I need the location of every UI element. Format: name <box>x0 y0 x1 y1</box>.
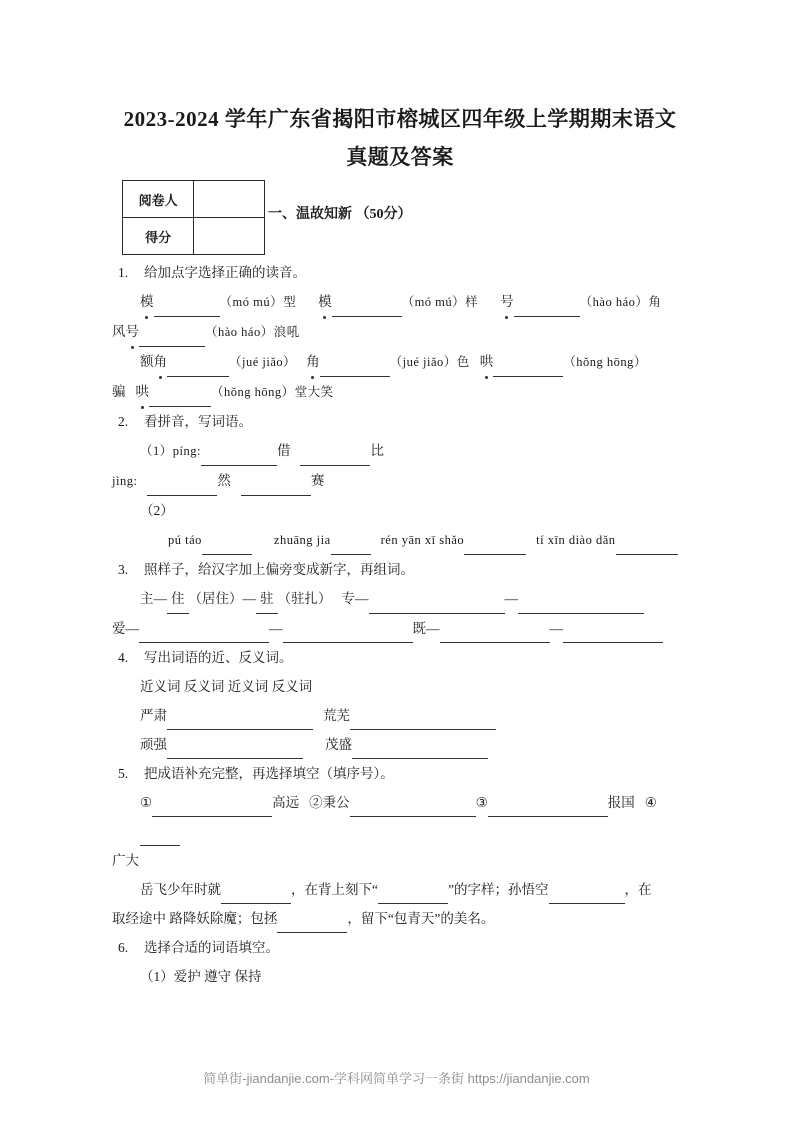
answer-blank[interactable] <box>549 889 625 904</box>
question-3-line-2 <box>0 614 793 643</box>
example-word-juzhu: （居住）— <box>188 591 256 606</box>
dotted-char-jiao-2: 角 <box>306 347 320 376</box>
dotted-char-hong-2: 哄 <box>136 377 150 406</box>
question-6 <box>0 933 793 991</box>
question-4-text: 写出词语的近、反义词。 <box>144 650 293 665</box>
question-2 <box>0 407 793 555</box>
dotted-char-hao-1: 号 <box>500 287 514 316</box>
question-1-prompt <box>0 258 793 287</box>
question-4 <box>0 643 793 759</box>
idiom-marker-4: ④ <box>644 795 657 810</box>
word-suffix-bi: 比 <box>370 443 384 458</box>
section-heading: 一、温故知新 （50分） <box>268 207 412 222</box>
question-1-text: 给加点字选择正确的读音。 <box>144 265 306 280</box>
dotted-char-mo-1: 模 <box>140 287 154 316</box>
answer-blank[interactable] <box>283 628 413 643</box>
pinyin-choice-6: （jué jiǎo）色 <box>389 355 470 369</box>
question-3 <box>0 555 793 643</box>
question-1 <box>0 258 793 407</box>
pinyin-tixindiaodan: tí xīn diào dǎn <box>536 533 616 547</box>
question-5 <box>0 759 793 933</box>
question-5-prompt <box>0 759 793 788</box>
answer-blank[interactable] <box>167 362 229 377</box>
answer-blank[interactable] <box>167 715 313 730</box>
answer-blank[interactable] <box>518 599 644 614</box>
table-row <box>123 181 265 218</box>
answer-blank[interactable] <box>149 392 211 407</box>
question-5-fill-line-1 <box>0 875 793 904</box>
question-6-text: 选择合适的词语填空。 <box>144 940 279 955</box>
question-6-prompt <box>0 933 793 962</box>
question-3-text: 照样子，给汉字加上偏旁变成新字，再组词。 <box>144 562 414 577</box>
answer-blank[interactable] <box>139 332 205 347</box>
answer-blank[interactable] <box>300 451 370 466</box>
question-2-line-4 <box>0 525 793 555</box>
answer-blank[interactable] <box>154 302 220 317</box>
answer-blank[interactable] <box>378 889 448 904</box>
question-5-idioms <box>0 788 793 846</box>
score-table <box>122 180 265 255</box>
pinyin-choice-1: （mó mú）型 <box>219 295 297 309</box>
question-3-number: 3. <box>118 562 129 577</box>
question-1-line-4: 骗 哄 （hǒng hōng）堂大笑 <box>0 377 793 407</box>
pinyin-zhuangjia: zhuāng jia <box>273 533 331 547</box>
answer-blank[interactable] <box>440 628 550 643</box>
idiom-tail-4: 广大 <box>112 853 139 868</box>
question-4-headers <box>0 672 793 701</box>
question-2-number: 2. <box>118 414 129 429</box>
pinyin-choice-4: （hào háo）浪吼 <box>205 325 300 339</box>
answer-blank[interactable] <box>331 540 371 555</box>
dotted-char-mo-2: 模 <box>318 287 332 316</box>
synonym-antonym-headers: 近义词 反义词 近义词 反义词 <box>140 679 313 694</box>
question-4-line-1 <box>0 701 793 730</box>
answer-blank[interactable] <box>140 831 180 846</box>
pinyin-choice-3: （hào háo）角 <box>579 295 662 309</box>
question-2-line-2 <box>0 466 793 496</box>
question-2-text: 看拼音，写词语。 <box>144 414 252 429</box>
score-value[interactable] <box>194 218 265 255</box>
dotted-char-jiao-1: 角 <box>154 347 168 376</box>
answer-blank[interactable] <box>352 744 488 759</box>
example-char-zhu: 住 <box>167 584 189 614</box>
question-5-idiom-4-tail <box>0 846 793 875</box>
answer-blank[interactable] <box>202 540 252 555</box>
pinyin-choice-8: （hǒng hōng）堂大笑 <box>211 385 334 399</box>
answer-blank[interactable] <box>221 889 291 904</box>
question-6-number: 6. <box>118 940 129 955</box>
question-3-line-1 <box>0 584 793 614</box>
question-2-line-1 <box>0 436 793 466</box>
question-1-line-1 <box>0 287 793 317</box>
word-yansu: 严肃 <box>140 708 167 723</box>
question-3-prompt <box>0 555 793 584</box>
word-suffix-ran: 然 <box>217 473 231 488</box>
item-ji: 既— <box>412 621 440 636</box>
idiom-tail-3: 报国 <box>607 795 635 810</box>
pinyin-label-jing: jìng: <box>112 474 138 488</box>
pinyin-label-ping: （1）píng: <box>140 444 201 458</box>
idiom-tail-1: 高远 <box>272 795 300 810</box>
question-6-sub-1 <box>0 962 793 991</box>
dotted-char-hong-1: 哄 <box>480 347 494 376</box>
question-4-line-2 <box>0 730 793 759</box>
answer-blank[interactable] <box>616 540 678 555</box>
answer-blank[interactable] <box>152 802 272 817</box>
answer-blank[interactable] <box>167 744 303 759</box>
fill-text-b: ，在背上刻下“ <box>291 882 378 897</box>
title-line-2: 真题及答案 <box>346 145 454 169</box>
fill-text-c: ”的字样；孙悟空 <box>448 882 549 897</box>
grader-value[interactable] <box>194 181 265 218</box>
answer-blank[interactable] <box>320 362 390 377</box>
grader-label: 阅卷人 <box>123 181 194 218</box>
question-5-text: 把成语补充完整，再选择填空（填序号）。 <box>144 766 394 781</box>
score-label: 得分 <box>123 218 194 255</box>
answer-blank[interactable] <box>464 540 526 555</box>
word-suffix-jie: 借 <box>276 443 291 458</box>
answer-blank[interactable] <box>332 302 402 317</box>
answer-blank[interactable] <box>241 481 311 496</box>
word-wanqiang: 顽强 <box>140 737 167 752</box>
question-4-prompt <box>0 643 793 672</box>
question-2-line-3 <box>0 496 793 525</box>
page-title <box>100 100 700 176</box>
word-choices: （1）爱护 遵守 保持 <box>140 969 262 984</box>
question-2-prompt <box>0 407 793 436</box>
footer-watermark: 简单街-jiandanjie.com-学科网简单学习一条街 https://jiandanjie.com <box>203 1071 590 1086</box>
item-ai: 爱— <box>112 621 139 636</box>
answer-blank[interactable] <box>201 451 277 466</box>
fill-text-f: ，留下“包青天”的美名。 <box>347 911 495 926</box>
answer-blank[interactable] <box>147 481 217 496</box>
dash-1: — <box>504 591 518 606</box>
example-prefix: 主— <box>140 591 167 606</box>
pinyin-choice-7: （hǒng hōng） <box>563 355 647 369</box>
idiom-marker-1: ① <box>140 795 153 810</box>
answer-blank[interactable] <box>277 918 347 933</box>
pinyin-renyanxishao: rén yān xī shǎo <box>380 533 465 547</box>
answer-blank[interactable] <box>514 302 580 317</box>
idiom-marker-3: ③ <box>475 795 488 810</box>
idiom-marker-2: ②秉公 <box>309 795 350 810</box>
word-maosheng: 茂盛 <box>325 737 352 752</box>
pinyin-choice-2: （mó mú）样 <box>401 295 479 309</box>
dash-3: — <box>549 621 563 636</box>
pinyin-putao: pú táo <box>168 533 202 547</box>
question-1-line-3: 额角 （jué jiǎo） 角 （jué jiǎo）色 哄 （hǒng hōng） <box>0 347 793 377</box>
fill-text-e: 取经途中 路降妖除魔；包拯 <box>112 911 278 926</box>
word-suffix-sai: 赛 <box>310 473 325 488</box>
question-5-fill-line-2 <box>0 904 793 933</box>
answer-blank[interactable] <box>493 362 563 377</box>
word-huangwu: 荒芜 <box>323 708 350 723</box>
answer-blank[interactable] <box>350 715 496 730</box>
answer-blank[interactable] <box>350 802 476 817</box>
example-word-zhuzha: （驻扎） <box>277 591 332 606</box>
fill-text-a: 岳飞少年时就 <box>140 882 221 897</box>
subquestion-2-label: （2） <box>140 503 174 518</box>
question-4-number: 4. <box>118 650 129 665</box>
dotted-char-hao-2: 号 <box>126 317 140 346</box>
question-5-number: 5. <box>118 766 129 781</box>
fill-text-d: ，在 <box>624 882 652 897</box>
question-1-number: 1. <box>118 265 129 280</box>
answer-blank[interactable] <box>139 628 269 643</box>
dash-2: — <box>269 621 283 636</box>
title-line-1: 2023-2024 学年广东省揭阳市榕城区四年级上学期期末语文 <box>123 107 677 131</box>
question-1-line-2: 风号 （hào háo）浪吼 <box>0 317 793 347</box>
pinyin-choice-5: （jué jiǎo） <box>229 355 297 369</box>
table-row <box>123 218 265 255</box>
item-zhuan: 专— <box>341 591 369 606</box>
answer-blank[interactable] <box>563 628 663 643</box>
answer-blank[interactable] <box>488 802 608 817</box>
answer-blank[interactable] <box>369 599 505 614</box>
example-char-zhu2: 驻 <box>256 584 278 614</box>
question-body <box>0 258 793 991</box>
